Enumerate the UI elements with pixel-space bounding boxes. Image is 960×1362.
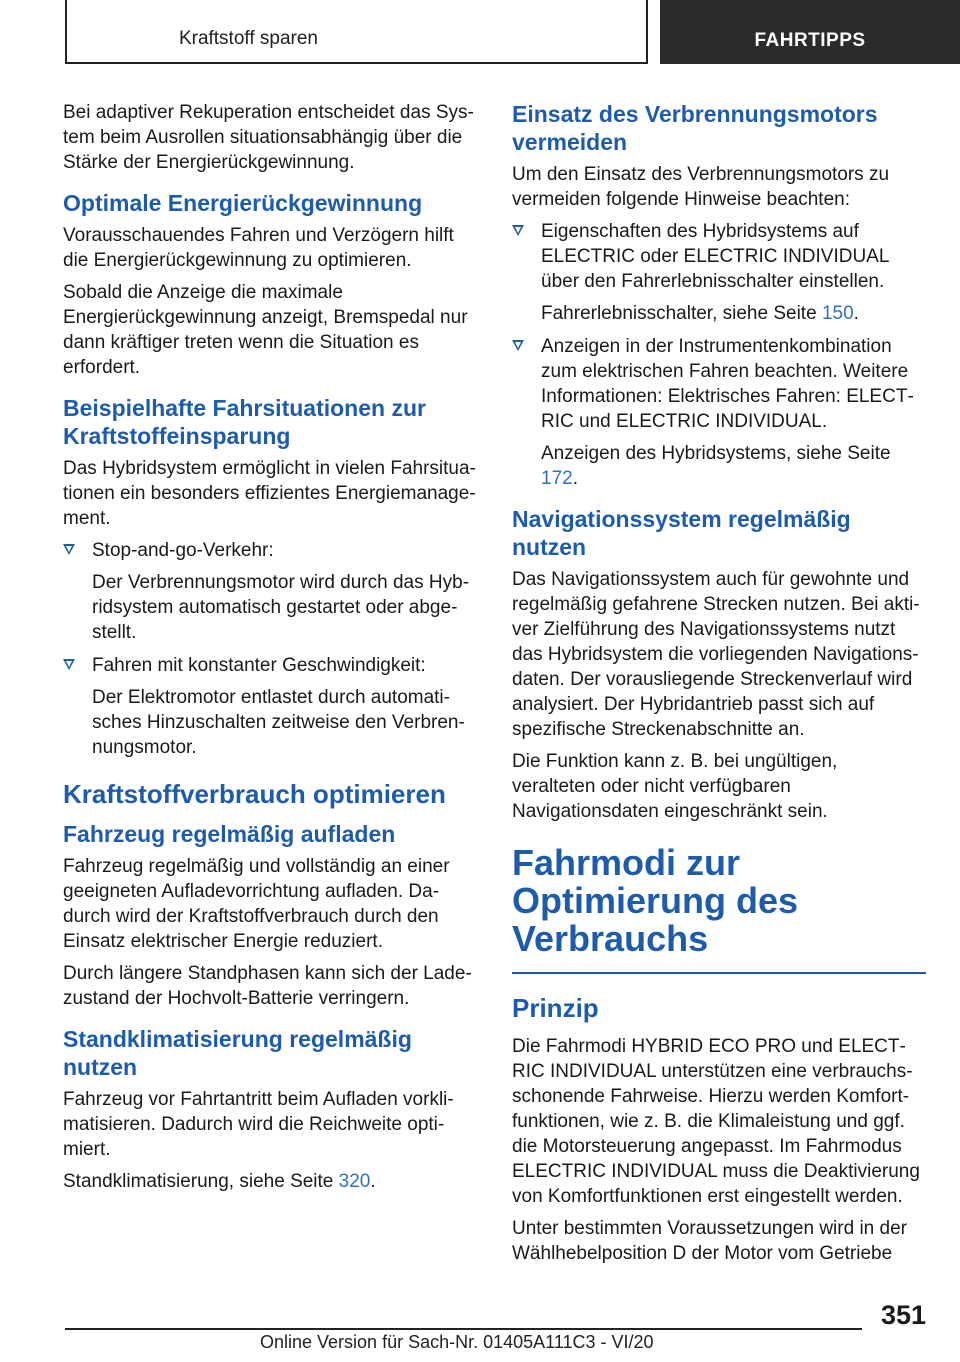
triangle-bullet-icon: [512, 225, 524, 236]
page-link[interactable]: 172: [541, 468, 573, 489]
paragraph: Um den Einsatz des Verbrennungsmotors zu vermeiden folgende Hinweise beachten:: [512, 164, 890, 210]
heading-navi: Navigationssystem regelmäßig nutzen: [512, 506, 851, 560]
header-frame: [65, 0, 648, 64]
reference-end: .: [370, 1171, 376, 1192]
heading-verbrauch: Kraftstoffverbrauch optimieren: [63, 779, 446, 809]
heading-einsatz: Einsatz des Verbrennungsmotors vermeiden: [512, 101, 878, 155]
paragraph: Das Hybridsystem ermöglicht in vielen Fahrsituationen ein besonders effizientes Energiemanagement.: [63, 458, 476, 529]
bullet-list: [63, 538, 477, 760]
chapter-tab: FAHRTIPPS: [660, 0, 960, 64]
footer-text: Online Version für Sach-Nr. 01405A111C3 - VI/20: [260, 1332, 654, 1352]
cross-reference: [541, 301, 926, 326]
triangle-bullet-icon: [63, 659, 75, 670]
paragraph: Durch längere Standphasen kann sich der Ladezustand der Hochvolt-Batterie verringern.: [63, 963, 472, 1009]
list-item: [512, 219, 926, 326]
triangle-bullet-icon: [63, 544, 75, 555]
paragraph: Die Fahrmodi HYBRID ECO PRO und ELECTRIC INDIVIDUAL unterstützen eine verbrauchsschonende Fahrweise. Hierzu werden Komfortfunktionen, wie z. B. die Klimaleistung und ggf. die Motorsteuerung angepasst. Im Fahrmodus ELECTRIC INDIVIDUAL muss die Deaktivierung von Komfortfunktionen erst eingestellt werden.: [512, 1036, 920, 1207]
bullet-text: Der Elektromotor entlastet durch automatisches Hinzuschalten zeitweise den Verbrennungsmotor.: [92, 687, 465, 758]
paragraph: Das Navigationssystem auch für gewohnte und regelmäßig gefahrene Strecken nutzen. Bei aktiver Zielführung des Navigationssystems nutzt das Hybridsystem die vorliegenden Navigationsdaten. Der vorausliegende Streckenverlauf wird analysiert. Der Hybridantrieb passt sich auf spezifische Streckenabschnitte an.: [512, 569, 920, 740]
list-item: [512, 334, 926, 491]
bullet-title: Stop-and-go-Verkehr:: [92, 540, 274, 561]
bullet-text: Eigenschaften des Hybridsystems auf ELECTRIC oder ELECTRIC INDIVIDUAL über den Fahrerlebnisschalter einstellen.: [541, 221, 889, 292]
intro-paragraph: Bei adaptiver Rekuperation entscheidet das System beim Ausrollen situationsabhängig über die Stärke der Energierückgewinnung.: [63, 102, 474, 173]
bullet-text: Anzeigen in der Instrumentenkombination zum elektrischen Fahren beachten. Weitere Informationen: Elektrisches Fahren: ELECTRIC und ELECTRIC INDIVIDUAL.: [541, 336, 914, 432]
bullet-list: [512, 219, 926, 491]
heading-prinzip: Prinzip: [512, 993, 599, 1023]
reference-text: Standklimatisierung, siehe Seite: [63, 1171, 339, 1192]
page-link[interactable]: 150: [821, 303, 854, 324]
paragraph: Vorausschauendes Fahren und Verzögern hilft die Energierückgewinnung zu optimieren.: [63, 225, 454, 271]
heading-aufladen: Fahrzeug regelmäßig aufladen: [63, 821, 396, 847]
heading-standklima: Standklimatisierung regelmäßig nutzen: [63, 1026, 412, 1080]
paragraph: Fahrzeug vor Fahrtantritt beim Aufladen vorklimatisieren. Dadurch wird die Reichweite optimiert.: [63, 1089, 454, 1160]
section-title: Kraftstoff sparen: [178, 28, 318, 49]
heading-optimale: Optimale Energierückgewinnung: [63, 190, 423, 216]
left-column: [63, 100, 477, 1201]
paragraph: Sobald die Anzeige die maximale Energierückgewinnung anzeigt, Bremspedal nur dann kräftiger treten wenn die Situation es erfordert.: [63, 282, 468, 378]
list-item: [63, 653, 477, 760]
reference-end: .: [572, 468, 578, 489]
list-item: [63, 538, 477, 645]
right-column: [512, 100, 926, 1273]
bullet-text: Der Verbrennungsmotor wird durch das Hybridsystem automatisch gestartet oder abgestellt.: [92, 572, 470, 643]
footer-divider: [65, 1328, 862, 1330]
reference-end: .: [853, 303, 859, 324]
bullet-title: Fahren mit konstanter Geschwindigkeit:: [92, 655, 426, 676]
paragraph: Die Funktion kann z. B. bei ungültigen, veralteten oder nicht verfügbaren Navigationsdaten eingeschränkt sein.: [512, 751, 838, 822]
paragraph: Unter bestimmten Voraussetzungen wird in der Wählhebelposition D der Motor vom Getriebe: [512, 1218, 907, 1264]
cross-reference: [541, 441, 926, 491]
triangle-bullet-icon: [512, 340, 524, 351]
reference-text: Anzeigen des Hybridsystems, siehe Seite: [541, 443, 891, 464]
paragraph: Fahrzeug regelmäßig und vollständig an einer geeigneten Aufladevorrichtung aufladen. Dadurch wird der Kraftstoffverbrauch durch den Einsatz elektrischer Energie reduziert.: [63, 856, 450, 952]
page-link[interactable]: 320: [338, 1171, 371, 1192]
cross-reference: [63, 1169, 477, 1194]
heading-fahrmodi: Fahrmodi zur Optimierung des Verbrauchs: [512, 844, 926, 974]
page-number: 351: [880, 1300, 926, 1330]
heading-beispiel: Beispielhafte Fahrsituationen zur Kraftstoffeinsparung: [63, 395, 426, 449]
reference-text: Fahrerlebnisschalter, siehe Seite: [541, 303, 822, 324]
